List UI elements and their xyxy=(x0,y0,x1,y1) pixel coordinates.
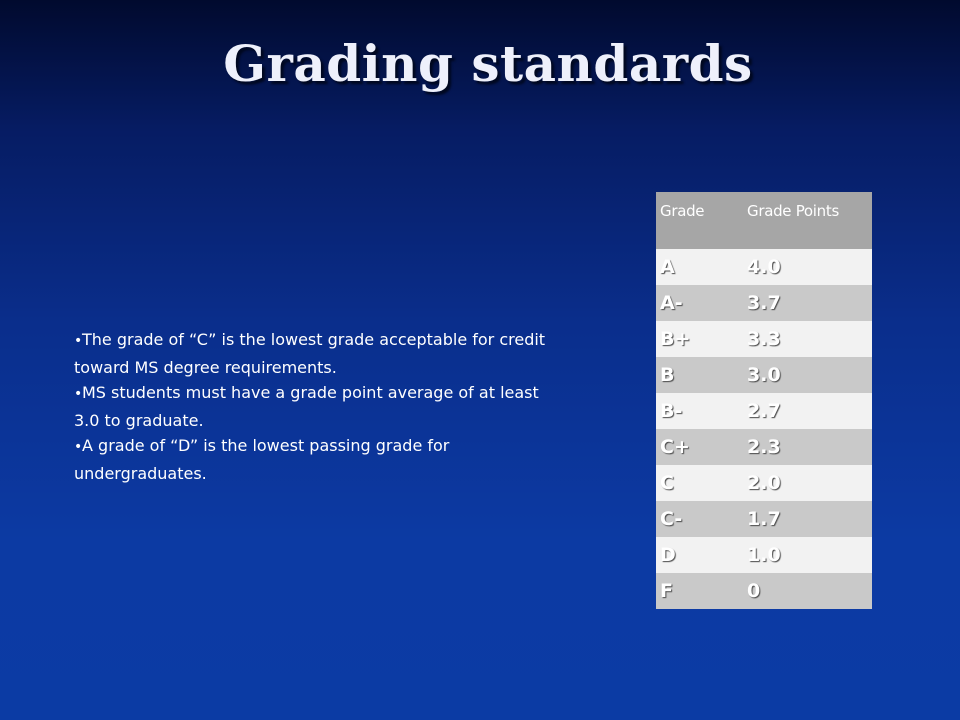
table-row xyxy=(656,537,872,573)
grade-cell: B+ xyxy=(660,328,691,350)
points-cell: 3.3 xyxy=(747,328,781,350)
table-row xyxy=(656,429,872,465)
grade-cell: A- xyxy=(660,292,683,314)
points-cell: 2.3 xyxy=(747,436,781,458)
grade-cell: B xyxy=(660,364,675,386)
table-row xyxy=(656,321,872,357)
grade-cell: C xyxy=(660,472,674,494)
bullet-text: A grade of “D” is the lowest passing grade for undergraduates. xyxy=(74,436,450,483)
bullet-text: MS students must have a grade point average of at least 3.0 to graduate. xyxy=(74,383,539,430)
points-cell: 1.0 xyxy=(747,544,781,566)
slide-title: Grading standards xyxy=(223,34,753,93)
points-cell: 2.7 xyxy=(747,400,781,422)
grade-cell: C+ xyxy=(660,436,690,458)
table-row xyxy=(656,285,872,321)
points-cell: 2.0 xyxy=(747,472,781,494)
bullet-dot: • xyxy=(74,333,83,349)
column-header-grade: Grade xyxy=(660,202,705,220)
bullet-dot: • xyxy=(74,386,83,402)
table-row xyxy=(656,573,872,609)
grade-cell: F xyxy=(660,580,673,602)
bullet-item xyxy=(74,380,554,433)
table-row xyxy=(656,465,872,501)
grade-cell: A xyxy=(660,256,675,278)
grade-cell: C- xyxy=(660,508,683,530)
grade-table xyxy=(656,192,872,609)
bullet-list xyxy=(74,327,554,486)
table-row xyxy=(656,501,872,537)
grade-cell: D xyxy=(660,544,676,566)
column-header-grade-points: Grade Points xyxy=(747,202,839,220)
bullet-dot: • xyxy=(74,439,83,455)
table-row xyxy=(656,249,872,285)
points-cell: 3.7 xyxy=(747,292,781,314)
points-cell: 0 xyxy=(747,580,761,602)
bullet-text: The grade of “C” is the lowest grade acceptable for credit toward MS degree requirements. xyxy=(74,330,546,377)
points-cell: 1.7 xyxy=(747,508,781,530)
bullet-item xyxy=(74,327,554,380)
table-header-row xyxy=(656,192,872,249)
bullet-item xyxy=(74,433,554,486)
table-row xyxy=(656,357,872,393)
grade-cell: B- xyxy=(660,400,683,422)
table-row xyxy=(656,393,872,429)
points-cell: 3.0 xyxy=(747,364,781,386)
points-cell: 4.0 xyxy=(747,256,781,278)
